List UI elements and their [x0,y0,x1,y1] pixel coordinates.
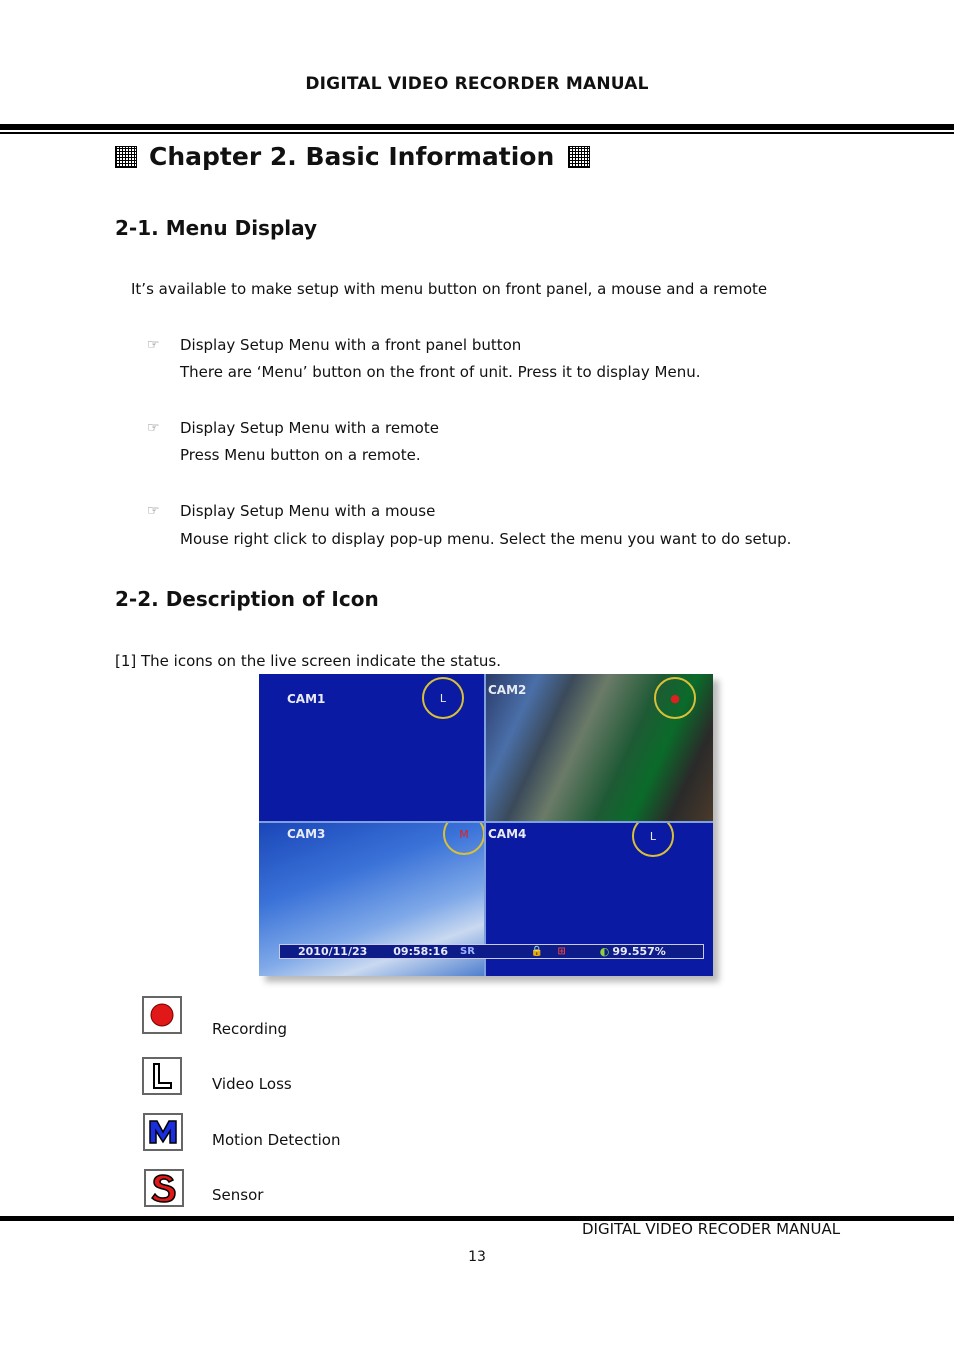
legend-label-recording: Recording [212,1020,288,1038]
live-screen-screenshot [259,674,713,976]
motion-detection-icon: M [459,827,469,841]
list-item-title: Display Setup Menu with a mouse [180,502,436,520]
recording-icon [142,996,182,1034]
status-date: 2010/11/23 [298,945,368,958]
camera-label: CAM4 [488,827,527,841]
status-ring [422,677,464,719]
header-rule-thin [0,132,954,134]
list-item-title: Display Setup Menu with a remote [180,419,439,437]
chapter-heading [115,142,590,171]
section-heading-menu-display: 2-1. Menu Display [115,216,318,240]
camera-label: CAM3 [287,827,326,841]
network-icon: ⊞ [557,946,566,957]
legend-label-motion-detection: Motion Detection [212,1131,341,1149]
list-item-detail: Mouse right click to display pop-up menu. Select the menu you want to do setup. [180,530,792,548]
figure-caption: [1] The icons on the live screen indicate the status. [115,652,501,670]
page-number: 13 [468,1249,486,1265]
recording-icon: ● [670,691,680,705]
intro-paragraph: It’s available to make setup with menu button on front panel, a mouse and a remote [131,280,768,298]
camera-label: CAM2 [488,683,527,697]
legend-label-sensor: Sensor [212,1186,264,1204]
status-ring [632,823,674,857]
pointing-hand-icon: ☞ [147,503,160,519]
header-rule-thick [0,124,954,130]
grid-square-icon [568,146,590,168]
status-mode: SR [460,946,475,957]
video-loss-icon: L [649,829,657,843]
section-heading-description-of-icon: 2-2. Description of Icon [115,587,379,611]
video-loss-icon: L [439,691,447,705]
status-ring [443,823,485,855]
page-header-title: DIGITAL VIDEO RECORDER MANUAL [305,74,649,94]
lock-icon: 🔒 [530,946,544,957]
status-ring [654,677,696,719]
grid-square-icon [115,146,137,168]
chapter-title: Chapter 2. Basic Information [149,142,555,171]
list-item-detail: Press Menu button on a remote. [180,446,421,464]
disk-usage: 99.557% [612,945,666,958]
list-item-detail: There are ‘Menu’ button on the front of unit. Press it to display Menu. [180,363,701,381]
camera-label: CAM1 [287,692,326,706]
pointing-hand-icon: ☞ [147,420,160,436]
camera-view-2 [486,674,713,823]
camera-view-1 [259,674,486,823]
footer-title: DIGITAL VIDEO RECODER MANUAL [582,1220,841,1238]
status-time: 09:58:16 [393,945,448,958]
status-bar [279,944,704,959]
list-item-title: Display Setup Menu with a front panel button [180,336,522,354]
video-loss-icon [142,1057,182,1095]
pointing-hand-icon: ☞ [147,337,160,353]
motion-detection-icon [143,1113,183,1151]
disk-icon: ◐ [599,945,610,958]
sensor-icon [144,1169,184,1207]
legend-label-video-loss: Video Loss [212,1075,292,1093]
